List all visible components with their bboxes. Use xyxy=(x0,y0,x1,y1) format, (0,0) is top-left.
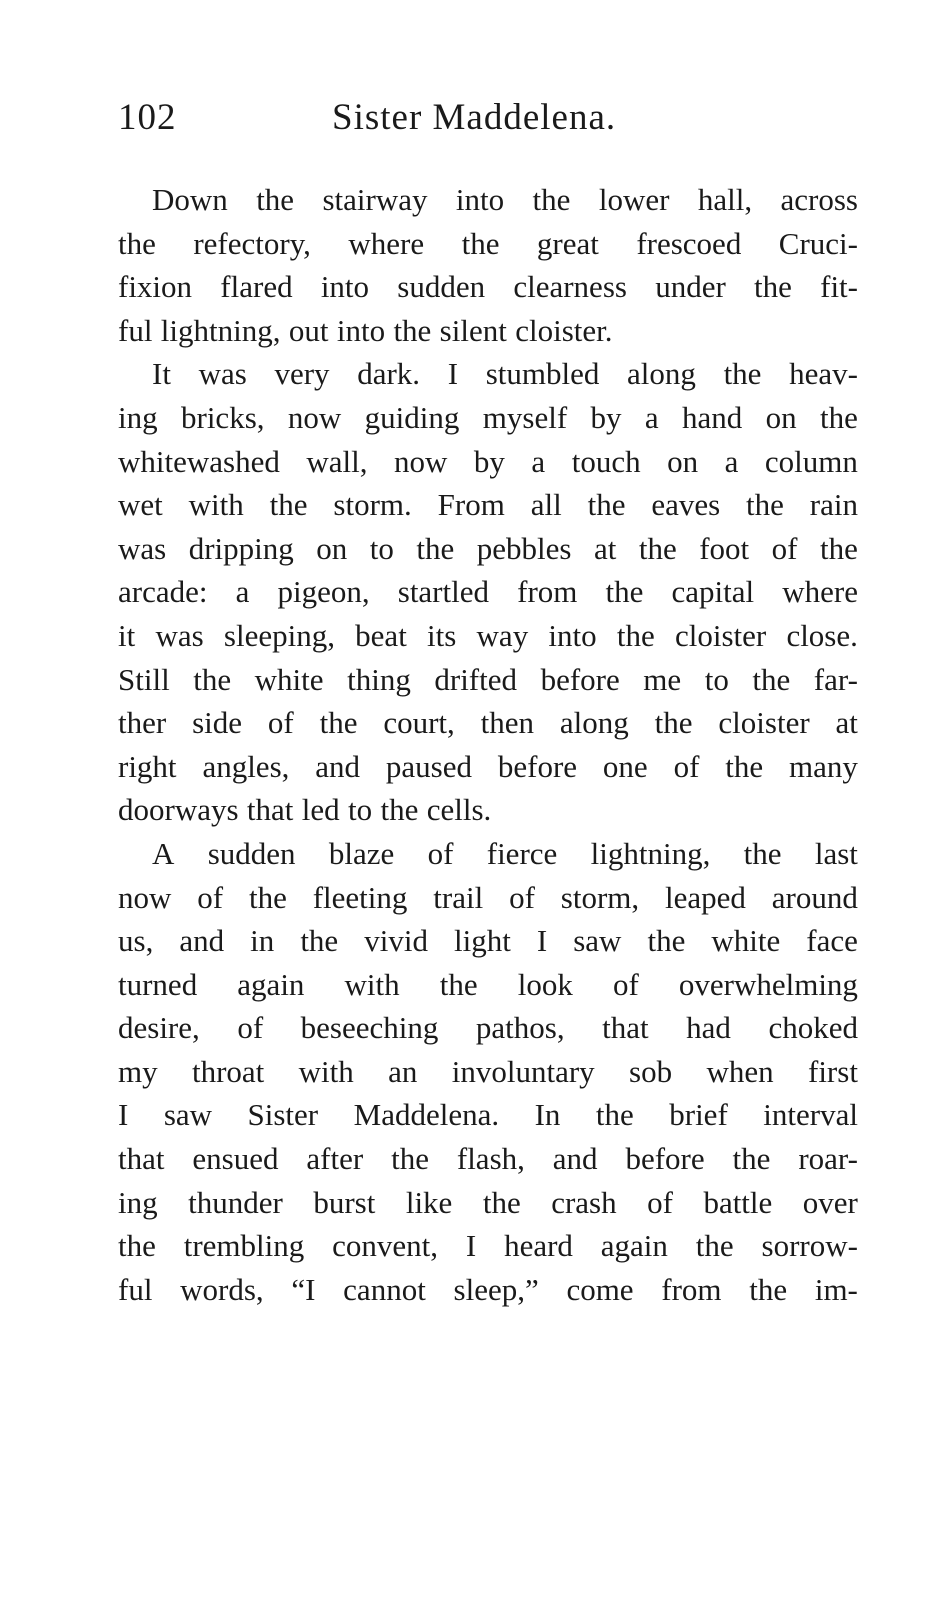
word: beseeching xyxy=(300,1010,439,1046)
word: the xyxy=(820,399,858,435)
text-line xyxy=(118,788,858,832)
word: words, xyxy=(180,1271,264,1307)
word: the xyxy=(752,661,791,697)
text-line xyxy=(118,1050,858,1094)
word: of xyxy=(509,879,535,915)
word: “I xyxy=(291,1271,316,1307)
text-line xyxy=(118,1093,858,1137)
word: now xyxy=(394,443,448,479)
word: then xyxy=(480,705,535,741)
word: the xyxy=(725,748,764,784)
word: where xyxy=(348,225,425,261)
word: touch xyxy=(571,443,641,479)
word: trail xyxy=(433,879,484,915)
word: now xyxy=(287,399,342,435)
word: the xyxy=(300,923,339,959)
word: of xyxy=(197,879,224,915)
word: interval xyxy=(763,1097,858,1133)
text-line xyxy=(118,701,858,745)
word: in xyxy=(250,923,275,959)
word: of xyxy=(427,835,454,871)
word: cannot xyxy=(343,1271,426,1307)
word: cloister. xyxy=(515,312,613,348)
word: saw xyxy=(573,923,622,959)
word: Cruci- xyxy=(778,225,858,261)
word: doorways xyxy=(118,792,239,828)
word: the xyxy=(461,225,500,261)
word: many xyxy=(789,748,858,784)
text-line xyxy=(118,614,858,658)
word: like xyxy=(405,1184,453,1220)
word: In xyxy=(534,1097,561,1133)
text-line xyxy=(118,527,858,571)
word: far- xyxy=(813,661,858,697)
word: burst xyxy=(313,1184,376,1220)
word: paused xyxy=(385,748,472,784)
word: ing xyxy=(118,1184,158,1220)
word: the xyxy=(319,705,358,741)
word: dark. xyxy=(357,356,421,392)
word: was xyxy=(198,356,247,392)
word: look xyxy=(517,966,573,1002)
word: face xyxy=(806,923,858,959)
word: the xyxy=(587,487,626,523)
word: turned xyxy=(118,966,198,1002)
word: side xyxy=(192,705,243,741)
word: first xyxy=(808,1053,858,1089)
word: cells. xyxy=(426,792,492,828)
text-line xyxy=(118,658,858,702)
word: beat xyxy=(355,617,407,653)
word: roar- xyxy=(798,1141,858,1177)
text-line xyxy=(118,876,858,920)
word: Maddelena. xyxy=(353,1097,500,1133)
text-line xyxy=(118,919,858,963)
word: the xyxy=(416,530,455,566)
word: by xyxy=(473,443,505,479)
word: into xyxy=(548,617,597,653)
text-line xyxy=(118,1181,858,1225)
word: refectory, xyxy=(193,225,311,261)
word: of xyxy=(267,705,294,741)
word: lower xyxy=(598,182,670,217)
word: with xyxy=(188,487,244,523)
word: brief xyxy=(669,1097,728,1133)
word: the xyxy=(754,269,792,305)
word: ful xyxy=(118,312,153,348)
word: with xyxy=(298,1053,354,1089)
word: pigeon, xyxy=(277,574,370,610)
word: the xyxy=(439,966,478,1002)
word: around xyxy=(771,879,858,915)
word: whitewashed xyxy=(118,443,280,479)
word: trembling xyxy=(183,1228,305,1264)
word: when xyxy=(706,1053,774,1089)
word: the xyxy=(193,661,232,697)
word: Sister xyxy=(247,1097,319,1133)
word: stumbled xyxy=(485,356,600,392)
word: involuntary xyxy=(451,1053,595,1089)
word: the xyxy=(393,312,432,348)
word: into xyxy=(455,182,505,217)
word: Down xyxy=(152,182,228,217)
word: arcade: xyxy=(118,574,208,610)
word: now xyxy=(118,879,172,915)
text-line xyxy=(118,1006,858,1050)
word: vivid xyxy=(364,923,428,959)
word: one xyxy=(602,748,648,784)
word: and xyxy=(179,923,225,959)
word: at xyxy=(593,530,617,566)
word: had xyxy=(686,1010,731,1046)
word: ing xyxy=(118,399,158,435)
word: wet xyxy=(118,487,163,523)
word: column xyxy=(764,443,858,479)
word: It xyxy=(152,356,171,392)
word: sleep,” xyxy=(453,1271,539,1307)
word: storm, xyxy=(560,879,640,915)
word: pathos, xyxy=(475,1010,565,1046)
word: Still xyxy=(118,661,170,697)
word: all xyxy=(530,487,562,523)
word: dripping xyxy=(188,530,294,566)
word: From xyxy=(437,487,505,523)
word: the xyxy=(118,1228,156,1264)
word: a xyxy=(724,443,739,479)
word: white xyxy=(711,923,781,959)
text-line xyxy=(118,483,858,527)
word: a xyxy=(235,574,250,610)
word: the xyxy=(605,574,644,610)
word: leaped xyxy=(665,879,746,915)
word: its xyxy=(427,617,457,653)
word: foot xyxy=(699,530,750,566)
word: light xyxy=(453,923,511,959)
word: pebbles xyxy=(476,530,572,566)
text-line xyxy=(118,1224,858,1268)
word: and xyxy=(552,1141,598,1177)
word: where xyxy=(782,574,858,610)
text-line xyxy=(118,352,858,396)
word: the xyxy=(647,923,686,959)
word: close. xyxy=(786,617,858,653)
word: heard xyxy=(504,1228,573,1264)
word: sorrow- xyxy=(761,1228,858,1264)
word: heav- xyxy=(789,356,858,392)
word: led xyxy=(301,792,340,828)
word: was xyxy=(118,530,167,566)
word: before xyxy=(540,661,620,697)
text-line xyxy=(118,1268,858,1312)
word: across xyxy=(780,182,858,217)
running-title: Sister Maddelena. xyxy=(332,97,617,138)
word: great xyxy=(536,225,599,261)
word: right xyxy=(118,748,177,784)
word: of xyxy=(237,1010,264,1046)
word: come xyxy=(566,1271,634,1307)
word: the xyxy=(269,487,308,523)
word: was xyxy=(155,617,204,653)
word: capital xyxy=(671,574,755,610)
word: the xyxy=(732,1141,771,1177)
word: angles, xyxy=(202,748,290,784)
word: the xyxy=(248,879,287,915)
word: again xyxy=(600,1228,668,1264)
word: frescoed xyxy=(636,225,742,261)
word: to xyxy=(348,792,373,828)
word: the xyxy=(616,617,655,653)
word: court, xyxy=(383,705,455,741)
word: fit- xyxy=(820,269,858,305)
word: eaves xyxy=(651,487,721,523)
word: with xyxy=(344,966,400,1002)
word: sudden xyxy=(207,835,296,871)
word: a xyxy=(644,399,659,435)
word: thing xyxy=(347,661,411,697)
word: the xyxy=(380,792,419,828)
word: ful xyxy=(118,1271,153,1307)
word: of xyxy=(647,1184,673,1220)
word: ther xyxy=(118,705,167,741)
word: out xyxy=(288,312,329,348)
word: the xyxy=(746,487,784,523)
word: the xyxy=(743,835,782,871)
word: along xyxy=(627,356,696,392)
word: blaze xyxy=(328,835,395,871)
word: the xyxy=(723,356,762,392)
word: after xyxy=(306,1141,364,1177)
word: from xyxy=(517,574,578,610)
word: white xyxy=(254,661,324,697)
word: ensued xyxy=(192,1141,279,1177)
text-line xyxy=(118,309,858,353)
word: stairway xyxy=(322,182,428,217)
text-line xyxy=(118,745,858,789)
word: of xyxy=(771,530,798,566)
word: the xyxy=(695,1228,734,1264)
word: sleeping, xyxy=(223,617,335,653)
word: flared xyxy=(220,269,293,305)
text-line xyxy=(118,396,858,440)
text-line xyxy=(118,963,858,1007)
word: the xyxy=(749,1271,788,1307)
word: the xyxy=(256,182,295,217)
word: sudden xyxy=(397,269,486,305)
running-head xyxy=(118,96,658,146)
word: desire, xyxy=(118,1010,200,1046)
word: fierce xyxy=(486,835,558,871)
word: way xyxy=(476,617,529,653)
text-line xyxy=(118,178,858,222)
word: the xyxy=(482,1184,521,1220)
word: and xyxy=(315,748,361,784)
word: an xyxy=(388,1053,418,1089)
page-number: 102 xyxy=(118,97,177,138)
text-line xyxy=(118,1137,858,1181)
word: sob xyxy=(629,1053,673,1089)
word: to xyxy=(369,530,394,566)
word: along xyxy=(559,705,629,741)
text-line xyxy=(118,440,858,484)
word: I xyxy=(447,356,459,392)
word: crash xyxy=(551,1184,617,1220)
word: to xyxy=(704,661,729,697)
word: I xyxy=(465,1228,477,1264)
word: fleeting xyxy=(312,879,408,915)
word: it xyxy=(118,617,136,653)
word: the xyxy=(638,530,677,566)
word: flash, xyxy=(456,1141,525,1177)
text-line xyxy=(118,222,858,266)
word: hall, xyxy=(697,182,753,217)
word: clearness xyxy=(513,269,627,305)
word: us, xyxy=(118,923,154,959)
body-text xyxy=(118,178,858,1311)
word: battle xyxy=(703,1184,773,1220)
word: wall, xyxy=(306,443,368,479)
word: lightning, xyxy=(590,835,711,871)
word: the xyxy=(654,705,693,741)
word: the xyxy=(532,182,571,217)
word: again xyxy=(237,966,305,1002)
word: before xyxy=(497,748,578,784)
word: that xyxy=(118,1141,165,1177)
word: A xyxy=(152,835,175,871)
text-line xyxy=(118,570,858,614)
word: before xyxy=(625,1141,705,1177)
word: on xyxy=(667,443,699,479)
word: saw xyxy=(163,1097,213,1133)
word: choked xyxy=(768,1010,858,1046)
word: that xyxy=(602,1010,649,1046)
word: lightning, xyxy=(160,312,281,348)
text-line xyxy=(118,265,858,309)
word: from xyxy=(661,1271,722,1307)
word: guiding xyxy=(364,399,460,435)
word: startled xyxy=(397,574,489,610)
word: convent, xyxy=(332,1228,439,1264)
word: I xyxy=(536,923,548,959)
word: my xyxy=(118,1053,158,1089)
word: by xyxy=(590,399,622,435)
word: of xyxy=(673,748,700,784)
word: rain xyxy=(809,487,858,523)
text-line xyxy=(118,832,858,876)
word: the xyxy=(118,225,156,261)
word: the xyxy=(820,530,858,566)
word: of xyxy=(612,966,639,1002)
word: cloister xyxy=(674,617,767,653)
word: myself xyxy=(482,399,568,435)
word: fixion xyxy=(118,269,193,305)
word: I xyxy=(118,1097,129,1133)
word: overwhelming xyxy=(678,966,858,1002)
word: hand xyxy=(682,399,743,435)
word: silent xyxy=(439,312,507,348)
word: under xyxy=(655,269,726,305)
word: very xyxy=(274,356,330,392)
word: storm. xyxy=(333,487,412,523)
word: into xyxy=(320,269,370,305)
word: bricks, xyxy=(181,399,265,435)
word: thunder xyxy=(188,1184,283,1220)
word: at xyxy=(835,705,858,741)
word: the xyxy=(391,1141,429,1177)
word: cloister xyxy=(718,705,810,741)
word: into xyxy=(336,312,386,348)
word: that xyxy=(246,792,294,828)
word: last xyxy=(814,835,858,871)
word: throat xyxy=(191,1053,265,1089)
word: on xyxy=(316,530,348,566)
word: a xyxy=(531,443,546,479)
word: me xyxy=(643,661,682,697)
word: the xyxy=(595,1097,634,1133)
word: on xyxy=(765,399,797,435)
word: over xyxy=(802,1184,858,1220)
word: drifted xyxy=(434,661,518,697)
word: im- xyxy=(814,1271,858,1307)
